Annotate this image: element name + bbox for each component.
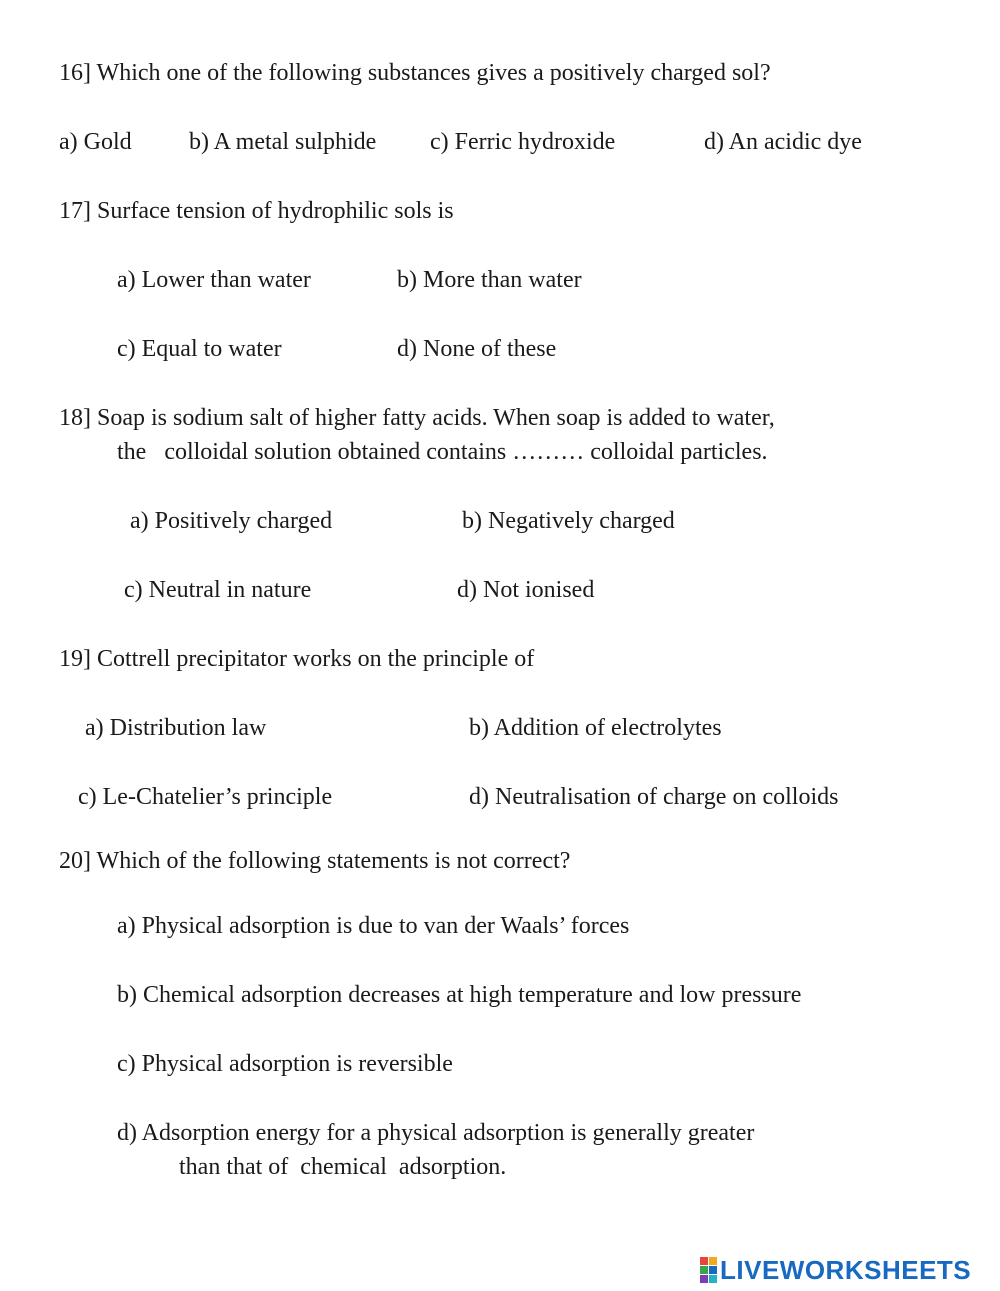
q16-option-c: c) Ferric hydroxide <box>430 129 616 155</box>
q20-option-a: a) Physical adsorption is due to van der Waals’ forces <box>117 913 630 939</box>
q19-option-c: c) Le-Chatelier’s principle <box>78 784 333 810</box>
question-18-line-2: the colloidal solution obtained contains ……… colloidal particles. <box>117 439 768 465</box>
q19-option-b: b) Addition of electrolytes <box>469 715 722 741</box>
liveworksheets-logo <box>700 1255 971 1285</box>
q16-option-a: a) Gold <box>59 129 132 155</box>
question-17: 17] Surface tension of hydrophilic sols is <box>59 198 454 224</box>
q18-option-d: d) Not ionised <box>457 577 595 603</box>
q18-option-b: b) Negatively charged <box>462 508 675 534</box>
q20-option-b: b) Chemical adsorption decreases at high temperature and low pressure <box>117 982 802 1008</box>
q19-option-d: d) Neutralisation of charge on colloids <box>469 784 839 810</box>
liveworksheets-logo-icon <box>700 1257 717 1283</box>
q20-option-c: c) Physical adsorption is reversible <box>117 1051 453 1077</box>
q18-option-a: a) Positively charged <box>130 508 333 534</box>
question-20: 20] Which of the following statements is not correct? <box>59 848 571 874</box>
liveworksheets-logo-text: LIVEWORKSHEETS <box>720 1255 972 1285</box>
q20-option-d-line-1: d) Adsorption energy for a physical adsorption is generally greater <box>117 1120 755 1146</box>
q18-option-c: c) Neutral in nature <box>124 577 312 603</box>
q20-option-d-line-2: than that of chemical adsorption. <box>179 1154 507 1180</box>
q19-option-a: a) Distribution law <box>85 715 267 741</box>
question-19: 19] Cottrell precipitator works on the principle of <box>59 646 535 672</box>
q17-option-d: d) None of these <box>397 336 557 362</box>
q17-option-b: b) More than water <box>397 267 582 293</box>
q17-option-c: c) Equal to water <box>117 336 282 362</box>
q17-option-a: a) Lower than water <box>117 267 311 293</box>
question-18-line-1: 18] Soap is sodium salt of higher fatty acids. When soap is added to water, <box>59 405 775 431</box>
q16-option-b: b) A metal sulphide <box>189 129 377 155</box>
question-16: 16] Which one of the following substances gives a positively charged sol? <box>59 60 771 86</box>
q16-option-d: d) An acidic dye <box>704 129 862 155</box>
